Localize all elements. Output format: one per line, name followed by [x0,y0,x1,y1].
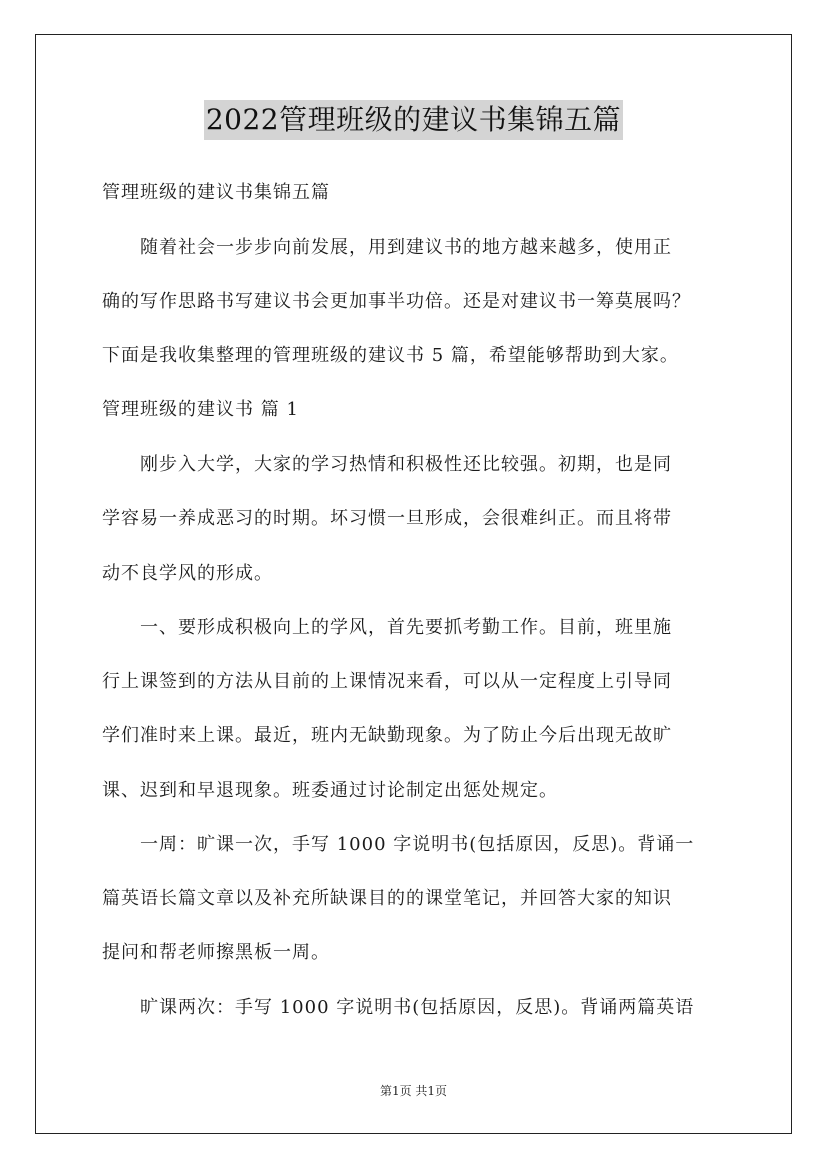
document-title: 2022管理班级的建议书集锦五篇 [204,100,623,140]
paragraph-line: 随着社会一步步向前发展，用到建议书的地方越来越多，使用正 [102,237,672,258]
paragraph-line: 旷课两次：手写 1000 字说明书(包括原因，反思)。背诵两篇英语 [102,997,695,1018]
paragraph-line: 刚步入大学，大家的学习热情和积极性还比较强。初期，也是同 [102,454,672,475]
paragraph-line: 动不良学风的形成。 [102,563,273,584]
paragraph-line: 行上课签到的方法从目前的上课情况来看，可以从一定程度上引导同 [102,671,672,692]
subtitle-line: 管理班级的建议书集锦五篇 [102,182,330,203]
paragraph-line: 确的写作思路书写建议书会更加事半功倍。还是对建议书一筹莫展吗？ [102,291,691,312]
paragraph-line: 学容易一养成恶习的时期。坏习惯一旦形成，会很难纠正。而且将带 [102,508,672,529]
paragraph-line: 下面是我收集整理的管理班级的建议书 5 篇，希望能够帮助到大家。 [102,345,679,366]
paragraph-line: 一、要形成积极向上的学风，首先要抓考勤工作。目前，班里施 [102,617,672,638]
paragraph-line: 课、迟到和早退现象。班委通过讨论制定出惩处规定。 [102,780,558,801]
section-heading: 管理班级的建议书 篇 1 [102,399,299,420]
paragraph-line: 一周：旷课一次，手写 1000 字说明书(包括原因，反思)。背诵一 [102,834,695,855]
paragraph-line: 篇英语长篇文章以及补充所缺课目的的课堂笔记，并回答大家的知识 [102,888,672,909]
paragraph-line: 学们准时来上课。最近，班内无缺勤现象。为了防止今后出现无故旷 [102,725,672,746]
page-footer: 第1页 共1页 [379,1084,448,1098]
title-container [0,100,827,140]
paragraph-line: 提问和帮老师擦黑板一周。 [102,942,330,963]
